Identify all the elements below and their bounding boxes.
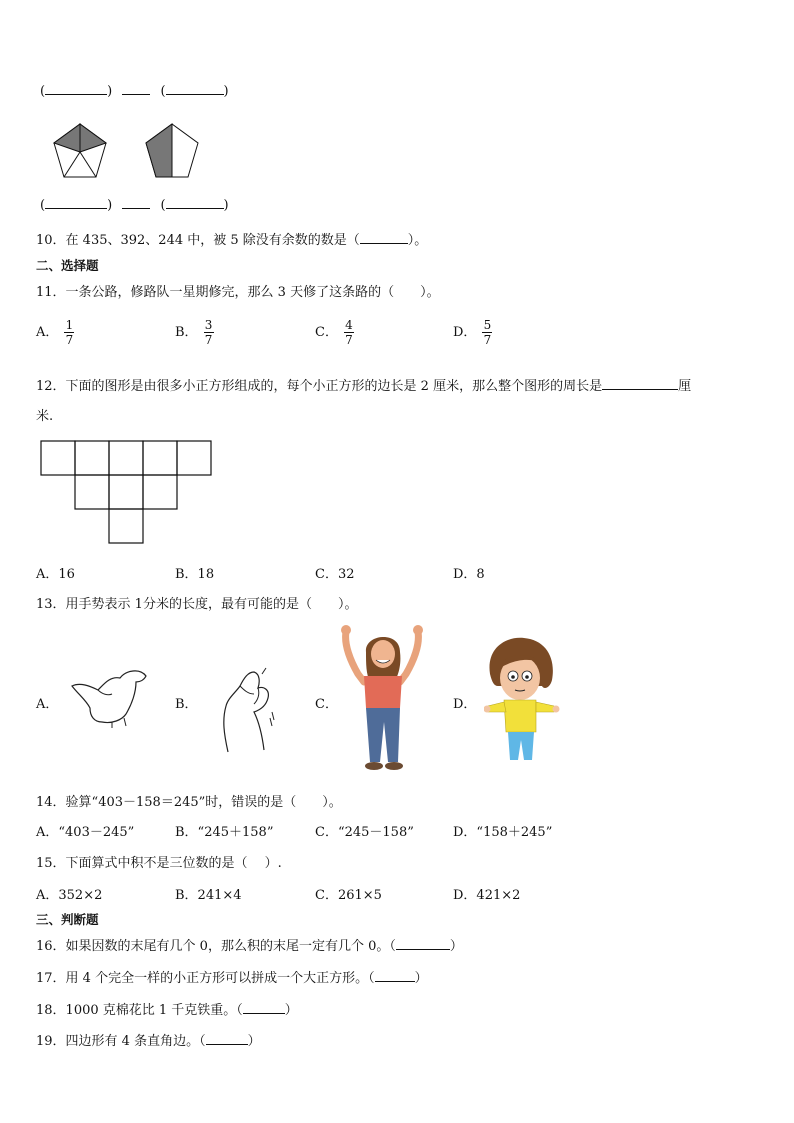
- answer-blank[interactable]: [166, 207, 224, 209]
- q12-option-b[interactable]: B．18: [175, 567, 215, 582]
- section-title-choice: 二、选择题: [36, 258, 99, 273]
- question-10: 10．在 435、392、244 中，被 5 除没有余数的数是（ ）。: [36, 233, 428, 248]
- q13-option-d-label[interactable]: D．: [453, 697, 477, 712]
- q13-option-c-label[interactable]: C．: [315, 697, 338, 712]
- answer-blank[interactable]: [206, 1043, 248, 1045]
- q11-option-d[interactable]: D． $\frac{5}{7}$: [453, 318, 492, 347]
- q14-option-c[interactable]: C．“245－158”: [315, 825, 414, 840]
- answer-blank[interactable]: [166, 93, 224, 95]
- pentagon-figures: [40, 120, 220, 184]
- hand-gesture-bird-image: [68, 664, 152, 730]
- q13-option-a-label[interactable]: A．: [36, 697, 59, 712]
- section-title-judgement: 三、判断题: [36, 912, 99, 927]
- q11-option-b[interactable]: B． $\frac{3}{7}$: [175, 318, 213, 347]
- q14-option-b[interactable]: B．“245＋158”: [175, 825, 274, 840]
- question-11: 11．一条公路，修路队一星期修完，那么 3 天修了这条路的（ ）。: [36, 285, 440, 300]
- q15-option-d[interactable]: D．421×2: [453, 888, 521, 903]
- answer-blank[interactable]: [122, 93, 150, 95]
- question-17: 17．用 4 个完全一样的小正方形可以拼成一个大正方形。（ ）: [36, 971, 428, 986]
- pentagon-divided-two: [146, 124, 198, 177]
- q15-option-b[interactable]: B．241×4: [175, 888, 242, 903]
- boy-arms-out-image: [484, 634, 560, 762]
- q9-answer-row-2: ( ) ( ): [40, 198, 229, 213]
- q14-option-a[interactable]: A．“403－245”: [36, 825, 135, 840]
- answer-blank[interactable]: [45, 207, 107, 209]
- answer-blank[interactable]: [375, 980, 415, 982]
- question-12-line-2: 米.: [36, 409, 54, 424]
- answer-blank[interactable]: [360, 242, 408, 244]
- question-16: 16．如果因数的末尾有几个 0，那么积的末尾一定有几个 0。（ ）: [36, 939, 463, 954]
- q12-option-c[interactable]: C．32: [315, 567, 355, 582]
- answer-blank[interactable]: [45, 93, 107, 95]
- question-13: 13．用手势表示 1分米的长度，最有可能的是（ ）。: [36, 597, 358, 612]
- q12-option-d[interactable]: D．8: [453, 567, 485, 582]
- squares-figure: [40, 440, 215, 546]
- q15-option-c[interactable]: C．261×5: [315, 888, 382, 903]
- answer-blank[interactable]: [122, 207, 150, 209]
- q9-answer-row-1: ( ) ( ): [40, 84, 229, 99]
- question-18: 18．1000 克棉花比 1 千克铁重。（ ）: [36, 1003, 298, 1018]
- answer-blank[interactable]: [243, 1012, 285, 1014]
- question-14: 14．验算“403－158＝245”时，错误的是（ ）。: [36, 795, 342, 810]
- question-19: 19．四边形有 4 条直角边。（ ）: [36, 1034, 261, 1049]
- answer-blank[interactable]: [602, 388, 678, 390]
- answer-blank[interactable]: [396, 948, 450, 950]
- woman-arms-raised-image: [336, 624, 428, 776]
- pentagon-divided-five: [54, 124, 106, 177]
- q13-option-b-label[interactable]: B．: [175, 697, 198, 712]
- q15-option-a[interactable]: A．352×2: [36, 888, 103, 903]
- hand-pinch-image: [214, 664, 278, 754]
- question-15: 15．下面算式中积不是三位数的是（ ）.: [36, 856, 282, 871]
- q12-option-a[interactable]: A．16: [36, 567, 75, 582]
- q11-option-c[interactable]: C． $\frac{4}{7}$: [315, 318, 353, 347]
- q11-option-a[interactable]: A． $\frac{1}{7}$: [36, 318, 74, 347]
- question-12-line-1: 12．下面的图形是由很多小正方形组成的，每个小正方形的边长是 2 厘米，那么整个图形的周长是 厘: [36, 379, 692, 394]
- q14-option-d[interactable]: D．“158＋245”: [453, 825, 553, 840]
